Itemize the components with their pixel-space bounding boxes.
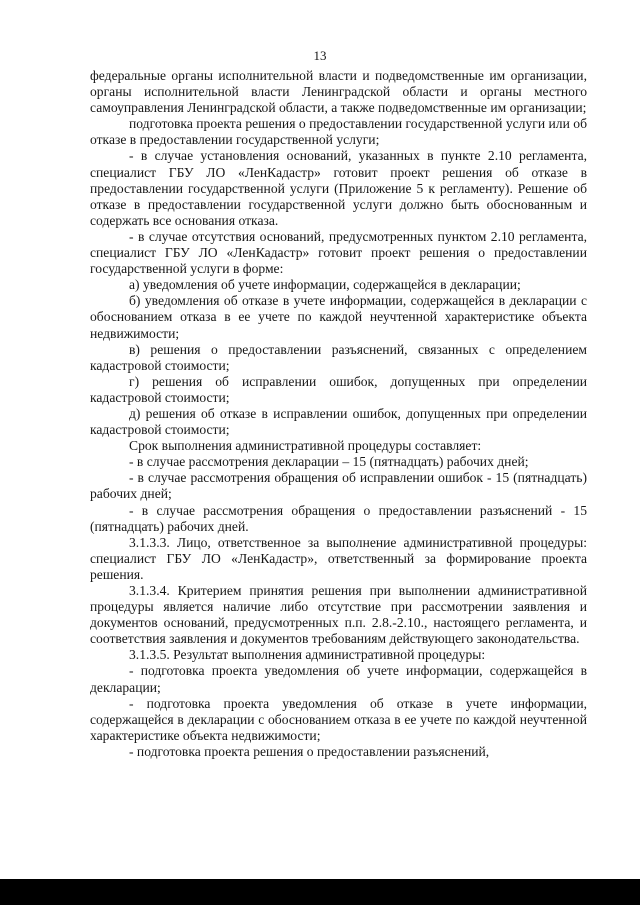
- paragraph: 3.1.3.4. Критерием принятия решения при выполнении административной процедуры является наличие либо отсутствие при рассмотрении заявления и документов оснований, предусмотренных п.п. 2.8.-2.10., настоящего регламента, и соответствия заявления и документов требованиям действующего законодательства.: [90, 583, 587, 647]
- paragraph: в) решения о предоставлении разъяснений, связанных с определением кадастровой стоимости;: [90, 341, 587, 373]
- paragraph: Срок выполнения административной процедуры составляет:: [129, 438, 482, 454]
- paragraph: - в случае рассмотрения обращения об исправлении ошибок - 15 (пятнадцать) рабочих дней;: [90, 470, 587, 502]
- paragraph: - в случае рассмотрения обращения о предоставлении разъяснений - 15 (пятнадцать) рабочих дней.: [90, 502, 587, 534]
- paragraph: - в случае рассмотрения декларации – 15 (пятнадцать) рабочих дней;: [129, 454, 529, 470]
- paragraph: - подготовка проекта решения о предоставлении разъяснений,: [129, 743, 490, 759]
- paragraph: - в случае установления оснований, указанных в пункте 2.10 регламента, специалист ГБУ ЛО «ЛенКадастр» готовит проект решения об отказе в предоставлении государственной услуги (Приложение 5 к регламенту). Решение об отказе в предоставлении государственной услуги должно быть обоснованным и содержать все основания отказа.: [90, 148, 587, 228]
- paragraph: - в случае отсутствия оснований, предусмотренных пунктом 2.10 регламента, специалист ГБУ ЛО «ЛенКадастр» готовит проект решения о предоставлении государственной услуги в форме:: [90, 228, 587, 277]
- paragraph: б) уведомления об отказе в учете информации, содержащейся в декларации с обоснованием отказа в ее учете по каждой неучтенной характеристике объекта недвижимости;: [90, 293, 587, 341]
- paragraph: 3.1.3.3. Лицо, ответственное за выполнение административной процедуры: специалист ГБУ ЛО «ЛенКадастр», ответственный за формирование проекта решения.: [90, 534, 587, 582]
- paragraph: федеральные органы исполнительной власти и подведомственные им организации, органы исполнительной власти Ленинградской области и органы местного самоуправления Ленинградской области, а также подведомственные им организации;: [90, 68, 587, 116]
- paragraph: подготовка проекта решения о предоставлении государственной услуги или об отказе в предоставлении государственной услуги;: [90, 116, 587, 148]
- paragraph: г) решения об исправлении ошибок, допущенных при определении кадастровой стоимости;: [90, 373, 587, 405]
- page-number: 13: [313, 48, 327, 63]
- paragraph: д) решения об отказе в исправлении ошибок, допущенных при определении кадастровой стоимости;: [90, 405, 587, 438]
- document-body: [90, 68, 587, 760]
- scan-bottom-edge: [0, 879, 640, 905]
- paragraph: а) уведомления об учете информации, содержащейся в декларации;: [129, 277, 521, 293]
- paragraph: - подготовка проекта уведомления об учете информации, содержащейся в декларации;: [90, 663, 587, 695]
- paragraph: 3.1.3.5. Результат выполнения административной процедуры:: [129, 647, 486, 663]
- paragraph: - подготовка проекта уведомления об отказе в учете информации, содержащейся в декларации с обоснованием отказа в ее учете по каждой неучтенной характеристике объекта недвижимости;: [90, 695, 587, 743]
